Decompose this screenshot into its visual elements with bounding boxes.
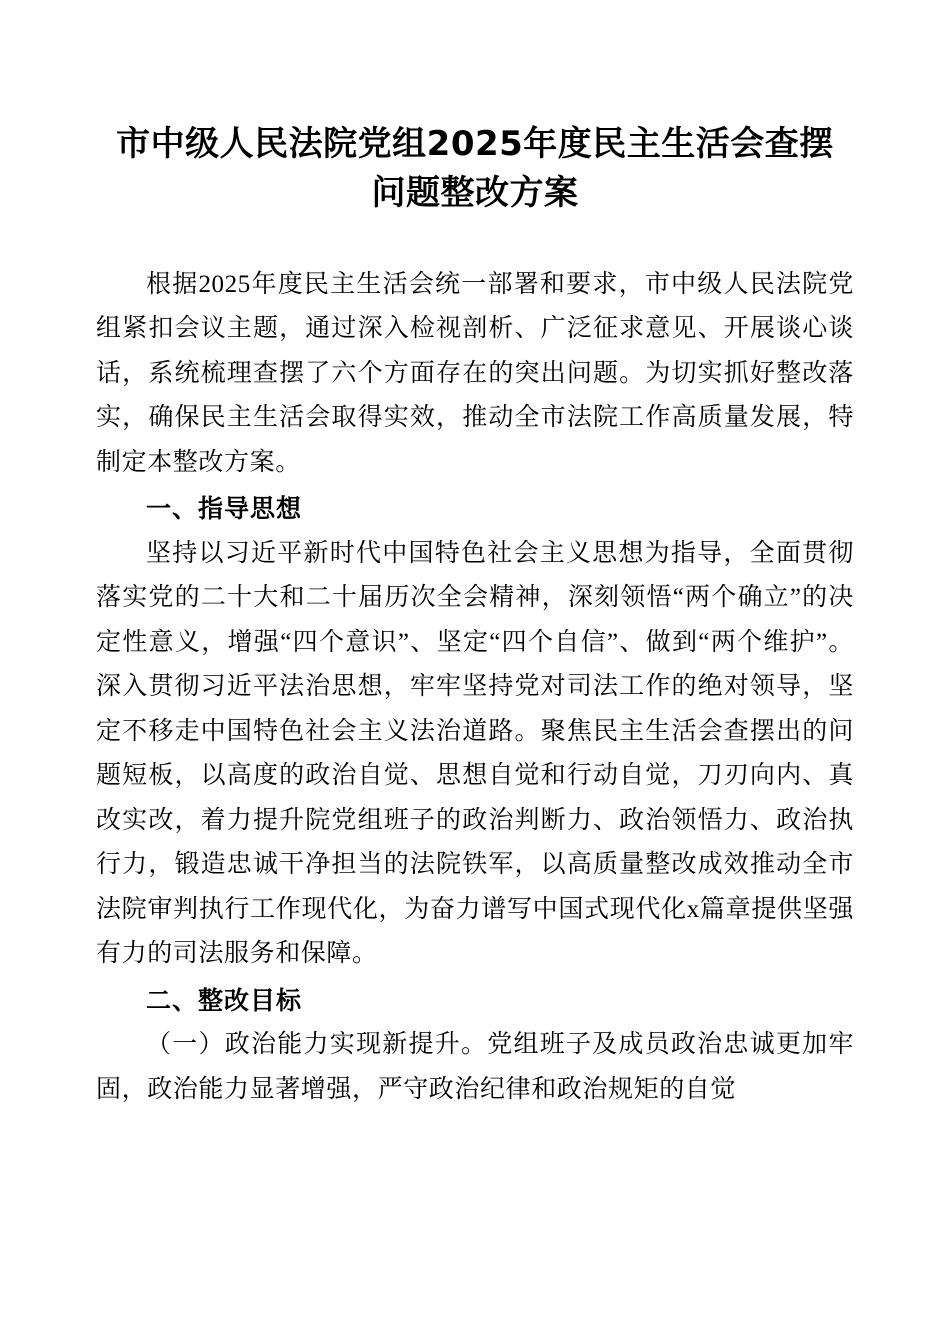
paragraph-intro: 根据2025年度民主生活会统一部署和要求，市中级人民法院党组紧扣会议主题，通过深入检视剖析、广泛征求意见、开展谈心谈话，系统梳理查摆了六个方面存在的突出问题。为切实抓好整改落实，确保民主生活会取得实效，推动全市法院工作高质量发展，特制定本整改方案。 (96, 270, 854, 476)
paragraph-goal-item-1: （一）政治能力实现新提升。党组班子及成员政治忠诚更加牢固，政治能力显著增强，严守政治纪律和政治规矩的自觉 (96, 1031, 854, 1103)
page-title: 市中级人民法院党组2025年度民主生活会查摆问题整改方案 (116, 124, 834, 214)
paragraph-guiding-thought: 坚持以习近平新时代中国特色社会主义思想为指导，全面贯彻落实党的二十大和二十届历次全会精神，深刻领悟“两个确立”的决定性意义，增强“四个意识”、坚定“四个自信”、做到“两个维护”。深入贯彻习近平法治思想，牢牢坚持党对司法工作的绝对领导，坚定不移走中国特色社会主义法治道路。聚焦民主生活会查摆出的问题短板，以高度的政治自觉、思想自觉和行动自觉，刀刃向内、真改实改，着力提升院党组班子的政治判断力、政治领悟力、政治执行力，锻造忠诚干净担当的法院铁军，以高质量整改成效推动全市法院审判执行工作现代化，为奋力谱写中国式现代化x篇章提供坚强有力的司法服务和保障。 (96, 539, 854, 968)
section-heading-guiding-thought: 一、指导思想 (146, 494, 303, 524)
section-heading-rectification-goals: 二、整改目标 (146, 985, 303, 1015)
